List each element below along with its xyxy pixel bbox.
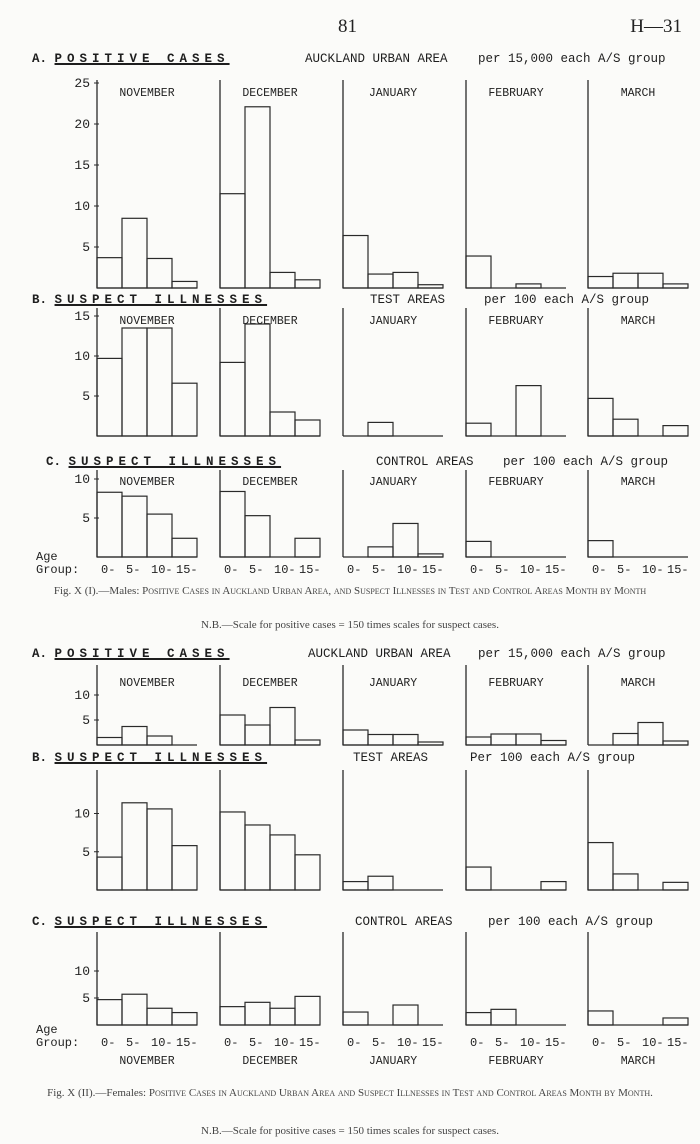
f-a-ytick-label: 10 xyxy=(74,688,90,703)
m-title-c-label: SUSPECT ILLNESSES xyxy=(68,455,282,469)
f-a-bar-4-1 xyxy=(613,734,638,746)
f-a-bar-2-2 xyxy=(393,735,418,746)
m-a-month-label: NOVEMBER xyxy=(119,87,175,100)
f-c-bar-4-0 xyxy=(588,1011,613,1025)
f-b-bar-3-0 xyxy=(466,867,491,890)
f-c-bar-1-2 xyxy=(270,1008,295,1025)
f-c-age-label: 10- xyxy=(397,1036,419,1050)
f-c-bar-2-2 xyxy=(393,1005,418,1025)
f-a-month-label: MARCH xyxy=(620,677,656,690)
f-a-month-label: NOVEMBER xyxy=(119,677,175,690)
m-b-bar-1-2 xyxy=(270,412,295,436)
page-number: 81 xyxy=(338,16,357,37)
f-c-age-label: 5- xyxy=(249,1036,264,1050)
m-c-group-title: Group: xyxy=(36,563,80,577)
m-a-bar-3-2 xyxy=(516,284,541,288)
m-b-bar-3-0 xyxy=(466,423,491,436)
f-a-bar-0-2 xyxy=(147,736,172,745)
m-a-bar-3-0 xyxy=(466,256,491,288)
m-c-ytick-label: 10 xyxy=(74,472,90,487)
m-c-bar-3-0 xyxy=(466,541,491,557)
m-a-bar-0-0 xyxy=(97,258,122,288)
f-a-month-label: FEBRUARY xyxy=(488,677,544,690)
f-c-month-label: FEBRUARY xyxy=(488,1055,544,1068)
f-c-ytick-label: 5 xyxy=(82,991,90,1006)
m-c-bar-1-3 xyxy=(295,538,320,557)
m-c-month-label: NOVEMBER xyxy=(119,476,175,489)
m-c-month-label: MARCH xyxy=(620,476,656,489)
m-a-ytick-label: 20 xyxy=(74,117,90,132)
m-c-age-label: 15- xyxy=(545,563,567,577)
f-c-age-label: 5- xyxy=(495,1036,510,1050)
f-c-bar-1-1 xyxy=(245,1002,270,1025)
f-c-age-label: 10- xyxy=(151,1036,173,1050)
f-title-a-letter: A. xyxy=(32,647,48,661)
m-c-bar-0-0 xyxy=(97,492,122,557)
f-a-bar-1-3 xyxy=(295,740,320,745)
f-a-bar-3-0 xyxy=(466,737,491,745)
m-c-month-label: JANUARY xyxy=(368,476,418,489)
f-title-b-label: SUSPECT ILLNESSES xyxy=(54,751,268,765)
m-c-month-label: FEBRUARY xyxy=(488,476,544,489)
f-c-age-label: 15- xyxy=(422,1036,444,1050)
m-a-month-label: MARCH xyxy=(620,87,656,100)
m-c-age-label: 0- xyxy=(101,563,116,577)
m-title-c-unit: per 100 each A/S group xyxy=(503,455,669,469)
f-b-bar-0-3 xyxy=(172,846,197,890)
f-c-bar-2-0 xyxy=(343,1012,368,1025)
f-c-age-label: 10- xyxy=(520,1036,542,1050)
f-c-age-label: 0- xyxy=(470,1036,485,1050)
f-a-bar-2-1 xyxy=(368,735,393,746)
m-title-b-area: TEST AREAS xyxy=(370,293,446,307)
m-c-bar-0-1 xyxy=(122,496,147,557)
f-title-c-label: SUSPECT ILLNESSES xyxy=(54,915,268,929)
m-a-month-label: JANUARY xyxy=(368,87,418,100)
f-c-bar-1-3 xyxy=(295,996,320,1025)
m-b-bar-1-1 xyxy=(245,324,270,436)
f-b-bar-1-1 xyxy=(245,825,270,890)
f-a-bar-1-1 xyxy=(245,725,270,745)
m-c-bar-2-2 xyxy=(393,523,418,557)
m-b-bar-2-1 xyxy=(368,422,393,436)
m-b-bar-4-0 xyxy=(588,398,613,436)
m-b-bar-0-3 xyxy=(172,383,197,436)
m-a-bar-2-0 xyxy=(343,236,368,288)
m-b-month-label: MARCH xyxy=(620,315,656,328)
m-c-age-label: 10- xyxy=(642,563,664,577)
f-a-ytick-label: 5 xyxy=(82,713,90,728)
m-a-bar-0-1 xyxy=(122,218,147,288)
f-a-bar-1-2 xyxy=(270,708,295,746)
f-c-age-label: 15- xyxy=(667,1036,689,1050)
f-a-bar-2-0 xyxy=(343,730,368,745)
m-c-age-label: 5- xyxy=(617,563,632,577)
f-a-bar-0-0 xyxy=(97,738,122,746)
f-b-bar-0-0 xyxy=(97,857,122,890)
m-a-bar-2-2 xyxy=(393,272,418,288)
m-title-a-label: POSITIVE CASES xyxy=(54,52,230,66)
m-c-bar-4-0 xyxy=(588,541,613,557)
m-note: N.B.—Scale for positive cases = 150 times scales for suspect cases. xyxy=(201,619,499,631)
m-c-age-label: 15- xyxy=(667,563,689,577)
f-c-age-label: 5- xyxy=(617,1036,632,1050)
m-caption-text: Positive Cases in Auckland Urban Area, and Suspect Illnesses in Test and Control Areas Month by Month xyxy=(142,585,647,597)
f-b-bar-1-3 xyxy=(295,855,320,890)
f-c-ytick-label: 10 xyxy=(74,964,90,979)
f-c-bar-1-0 xyxy=(220,1007,245,1025)
f-b-bar-3-3 xyxy=(541,882,566,890)
f-c-bar-3-1 xyxy=(491,1009,516,1025)
m-a-bar-0-3 xyxy=(172,281,197,288)
m-c-age-label: 0- xyxy=(224,563,239,577)
f-c-age-label: 5- xyxy=(372,1036,387,1050)
f-c-month-label: NOVEMBER xyxy=(119,1055,175,1068)
f-title-c-unit: per 100 each A/S group xyxy=(488,915,654,929)
f-caption-text: Positive Cases in Auckland Urban Area and Suspect Illnesses in Test and Control Areas Month by Month. xyxy=(148,1087,653,1099)
f-b-bar-2-0 xyxy=(343,882,368,890)
m-a-bar-1-3 xyxy=(295,280,320,288)
f-title-c-letter: C. xyxy=(32,915,48,929)
f-a-month-label: DECEMBER xyxy=(242,677,298,690)
m-c-bar-0-2 xyxy=(147,514,172,557)
m-a-month-label: FEBRUARY xyxy=(488,87,544,100)
m-a-ytick-label: 5 xyxy=(82,240,90,255)
m-c-month-label: DECEMBER xyxy=(242,476,298,489)
m-c-age-label: 10- xyxy=(274,563,296,577)
f-b-ytick-label: 5 xyxy=(82,844,90,860)
m-title-c-letter: C. xyxy=(46,455,62,469)
m-a-bar-1-0 xyxy=(220,194,245,288)
f-title-b-unit: Per 100 each A/S group xyxy=(470,751,636,765)
m-b-bar-0-0 xyxy=(97,358,122,436)
f-c-age-title: Age xyxy=(36,1023,58,1037)
m-title-b-letter: B. xyxy=(32,293,48,307)
f-c-age-label: 5- xyxy=(126,1036,141,1050)
m-a-bar-4-1 xyxy=(613,273,638,288)
m-a-ytick-label: 10 xyxy=(74,199,90,214)
f-b-bar-4-1 xyxy=(613,874,638,890)
m-c-age-label: 15- xyxy=(299,563,321,577)
m-c-age-label: 5- xyxy=(372,563,387,577)
f-c-age-label: 0- xyxy=(224,1036,239,1050)
f-c-bar-0-0 xyxy=(97,1000,122,1025)
m-b-month-label: NOVEMBER xyxy=(119,315,175,328)
m-c-bar-1-1 xyxy=(245,516,270,557)
m-b-ytick-label: 15 xyxy=(74,309,90,324)
f-title-a-area: AUCKLAND URBAN AREA xyxy=(308,647,451,661)
m-c-age-label: 10- xyxy=(397,563,419,577)
m-c-bar-2-1 xyxy=(368,547,393,557)
m-c-age-label: 5- xyxy=(495,563,510,577)
m-c-age-title: Age xyxy=(36,550,58,564)
f-b-bar-2-1 xyxy=(368,876,393,890)
m-a-bar-4-3 xyxy=(663,284,688,288)
m-c-bar-2-3 xyxy=(418,554,443,557)
f-c-bar-4-3 xyxy=(663,1018,688,1025)
f-b-ytick-label: 10 xyxy=(74,806,90,822)
f-a-bar-4-3 xyxy=(663,741,688,745)
m-a-bar-4-2 xyxy=(638,273,663,288)
f-a-month-label: JANUARY xyxy=(368,677,418,690)
f-title-c-area: CONTROL AREAS xyxy=(355,915,453,929)
f-b-bar-0-2 xyxy=(147,809,172,890)
m-b-month-label: JANUARY xyxy=(368,315,418,328)
m-a-bar-2-3 xyxy=(418,285,443,288)
m-title-a-area: AUCKLAND URBAN AREA xyxy=(305,52,448,66)
m-b-ytick-label: 10 xyxy=(74,349,90,364)
f-c-age-label: 10- xyxy=(274,1036,296,1050)
m-c-age-label: 15- xyxy=(176,563,198,577)
m-c-age-label: 0- xyxy=(592,563,607,577)
m-b-bar-1-3 xyxy=(295,420,320,436)
m-c-age-label: 10- xyxy=(520,563,542,577)
f-c-month-label: JANUARY xyxy=(368,1055,418,1068)
m-c-age-label: 0- xyxy=(347,563,362,577)
m-title-c-area: CONTROL AREAS xyxy=(376,455,474,469)
m-a-bar-1-1 xyxy=(245,107,270,288)
f-note: N.B.—Scale for positive cases = 150 times scales for suspect cases. xyxy=(201,1125,499,1137)
f-title-a-unit: per 15,000 each A/S group xyxy=(478,647,666,661)
m-b-bar-4-1 xyxy=(613,419,638,436)
f-a-bar-3-1 xyxy=(491,734,516,745)
m-b-bar-4-3 xyxy=(663,426,688,436)
f-a-bar-0-1 xyxy=(122,727,147,746)
m-c-bar-1-0 xyxy=(220,491,245,557)
m-c-age-label: 10- xyxy=(151,563,173,577)
m-b-bar-0-2 xyxy=(147,328,172,436)
f-c-age-label: 15- xyxy=(176,1036,198,1050)
f-b-bar-0-1 xyxy=(122,803,147,890)
m-b-ytick-label: 5 xyxy=(82,389,90,404)
f-title-b-letter: B. xyxy=(32,751,48,765)
m-title-a-unit: per 15,000 each A/S group xyxy=(478,52,666,66)
m-a-bar-2-1 xyxy=(368,274,393,288)
f-c-group-title: Group: xyxy=(36,1036,80,1050)
page-reference: H—31 xyxy=(630,16,682,37)
f-c-bar-3-0 xyxy=(466,1013,491,1025)
f-c-bar-0-3 xyxy=(172,1013,197,1025)
f-c-age-label: 15- xyxy=(545,1036,567,1050)
m-a-bar-0-2 xyxy=(147,258,172,288)
m-b-bar-3-2 xyxy=(516,386,541,436)
f-c-bar-0-1 xyxy=(122,994,147,1025)
f-b-bar-4-0 xyxy=(588,843,613,890)
f-a-bar-1-0 xyxy=(220,715,245,745)
m-title-a-letter: A. xyxy=(32,52,48,66)
m-caption-prefix: Fig. X (I).—Males: xyxy=(53,585,140,597)
f-c-age-label: 10- xyxy=(642,1036,664,1050)
f-c-month-label: DECEMBER xyxy=(242,1055,298,1068)
f-a-bar-3-3 xyxy=(541,741,566,746)
m-c-age-label: 0- xyxy=(470,563,485,577)
m-c-ytick-label: 5 xyxy=(82,511,90,526)
f-c-bar-0-2 xyxy=(147,1008,172,1025)
f-caption-prefix: Fig. X (II).—Females: xyxy=(47,1087,147,1099)
m-b-bar-1-0 xyxy=(220,362,245,436)
f-b-bar-4-3 xyxy=(663,882,688,890)
f-c-age-label: 15- xyxy=(299,1036,321,1050)
m-c-age-label: 5- xyxy=(126,563,141,577)
m-b-month-label: FEBRUARY xyxy=(488,315,544,328)
m-title-b-label: SUSPECT ILLNESSES xyxy=(54,293,268,307)
f-c-age-label: 0- xyxy=(592,1036,607,1050)
m-a-bar-1-2 xyxy=(270,272,295,288)
m-a-bar-4-0 xyxy=(588,277,613,288)
f-c-age-label: 0- xyxy=(347,1036,362,1050)
f-a-bar-4-2 xyxy=(638,723,663,746)
f-b-bar-1-2 xyxy=(270,835,295,890)
m-a-month-label: DECEMBER xyxy=(242,87,298,100)
m-b-bar-0-1 xyxy=(122,328,147,436)
f-b-bar-1-0 xyxy=(220,812,245,890)
m-c-age-label: 5- xyxy=(249,563,264,577)
f-c-month-label: MARCH xyxy=(620,1055,656,1068)
m-c-bar-0-3 xyxy=(172,538,197,557)
f-title-a-label: POSITIVE CASES xyxy=(54,647,230,661)
f-a-bar-2-3 xyxy=(418,742,443,745)
m-a-ytick-label: 25 xyxy=(74,76,90,91)
m-b-month-label: DECEMBER xyxy=(242,315,298,328)
f-title-b-area: TEST AREAS xyxy=(353,751,429,765)
f-a-bar-3-2 xyxy=(516,734,541,745)
m-c-age-label: 15- xyxy=(422,563,444,577)
m-title-b-unit: per 100 each A/S group xyxy=(484,293,650,307)
f-c-age-label: 0- xyxy=(101,1036,116,1050)
m-a-ytick-label: 15 xyxy=(74,158,90,173)
